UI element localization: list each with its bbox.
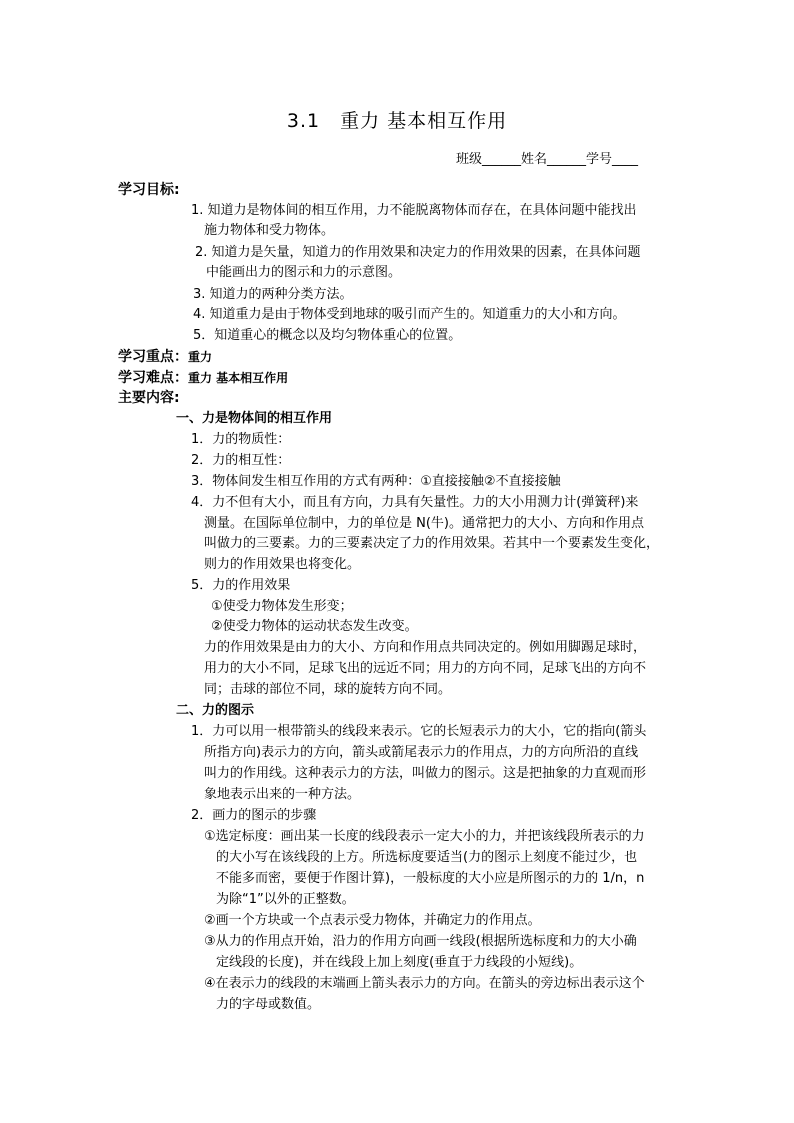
section2-line: 的大小写在该线段的上方。所选标度要适当(力的图示上刻度不能过少，也	[216, 850, 638, 865]
key-point-label: 学习重点：	[118, 349, 188, 365]
section1-line: 用力的大小不同，足球飞出的远近不同；用力的方向不同，足球飞出的方向不	[204, 661, 647, 676]
section1-line: 力的作用效果是由力的大小、方向和作用点共同决定的。例如用脚踢足球时，	[204, 640, 647, 655]
objective-line: 4. 知道重力是由于物体受到地球的吸引而产生的。知道重力的大小和方向。	[193, 307, 626, 322]
section1-line: ①使受力物体发生形变；	[211, 599, 353, 614]
objective-line: 2. 知道力是矢量，知道力的作用效果和决定力的作用效果的因素，在具体问题	[195, 245, 641, 260]
section1-line: 5．力的作用效果	[191, 578, 291, 593]
section2-line: 定线段的长度)，并在线段上加上刻度(垂直于力线段的小短线)。	[216, 955, 583, 970]
section1-line: 测量。在国际单位制中，力的单位是 N(牛)。通常把力的大小、方向和作用点	[204, 516, 645, 531]
main-content-heading: 主要内容:	[118, 390, 180, 406]
objective-line: 施力物体和受力物体。	[204, 223, 335, 238]
section1-line: 则力的作用效果也将变化。	[204, 557, 361, 572]
section2-line: 力的字母或数值。	[216, 997, 321, 1012]
section2-line: ④在表示力的线段的末端画上箭头表示力的方向。在箭头的旁边标出表示这个	[204, 976, 645, 991]
section2-line: ①选定标度：画出某一长度的线段表示一定大小的力，并把该线段所表示的力	[204, 829, 645, 844]
section-heading: 二、力的图示	[176, 703, 255, 718]
objective-line: 3. 知道力的两种分类方法。	[193, 287, 353, 302]
section1-line: 2．力的相互性：	[191, 453, 291, 468]
section1-line: ②使受力物体的运动状态发生改变。	[211, 619, 418, 634]
section-heading: 一、力是物体间的相互作用	[176, 411, 333, 426]
section2-line: 为除“1”以外的正整数。	[216, 892, 355, 907]
objectives-heading: 学习目标:	[118, 182, 180, 198]
objective-line: 1. 知道力是物体间的相互作用，力不能脱离物体而存在，在具体问题中能找出	[191, 203, 637, 218]
section2-line: 叫力的作用线。这种表示力的方法，叫做力的图示。这是把抽象的力直观而形	[204, 766, 647, 781]
section1-line: 4．力不但有大小，而且有方向，力具有矢量性。力的大小用测力计(弹簧秤)来	[191, 495, 639, 510]
section2-line: 所指方向)表示力的方向，箭头或箭尾表示力的作用点，力的方向所沿的直线	[204, 745, 639, 760]
difficulty-row	[118, 368, 288, 389]
section1-line: 1．力的物质性：	[191, 432, 291, 447]
section1-line: 叫做力的三要素。力的三要素决定了力的作用效果。若其中一个要素发生变化，	[204, 536, 660, 551]
section2-line: 1．力可以用一根带箭头的线段来表示。它的长短表示力的大小，它的指向(箭头	[191, 724, 647, 739]
objective-line: 5．知道重心的概念以及均匀物体重心的位置。	[193, 328, 462, 343]
class-name-line: 班级______姓名______学号____	[456, 152, 639, 167]
key-point-value: 重力	[188, 350, 213, 364]
section2-line: 不能多而密，要便于作图计算)，一般标度的大小应是所图示的力的 1/n，n	[216, 871, 645, 886]
difficulty-value: 重力 基本相互作用	[188, 371, 289, 385]
key-point-row	[118, 347, 212, 368]
section2-line: 象地表示出来的一种方法。	[204, 787, 361, 802]
objective-line: 中能画出力的图示和力的示意图。	[206, 265, 402, 280]
section1-line: 同；击球的部位不同，球的旋转方向不同。	[204, 682, 452, 697]
section2-line: ③从力的作用点开始，沿力的作用方向画一线段(根据所选标度和力的大小确	[204, 934, 637, 949]
section2-line: ②画一个方块或一个点表示受力物体，并确定力的作用点。	[204, 913, 541, 928]
section1-line: 3．物体间发生相互作用的方式有两种：①直接接触②不直接接触	[191, 474, 561, 489]
page-title: 3.1 重力 基本相互作用	[286, 110, 508, 132]
difficulty-label: 学习难点：	[118, 370, 188, 386]
section2-line: 2．画力的图示的步骤	[191, 808, 317, 823]
